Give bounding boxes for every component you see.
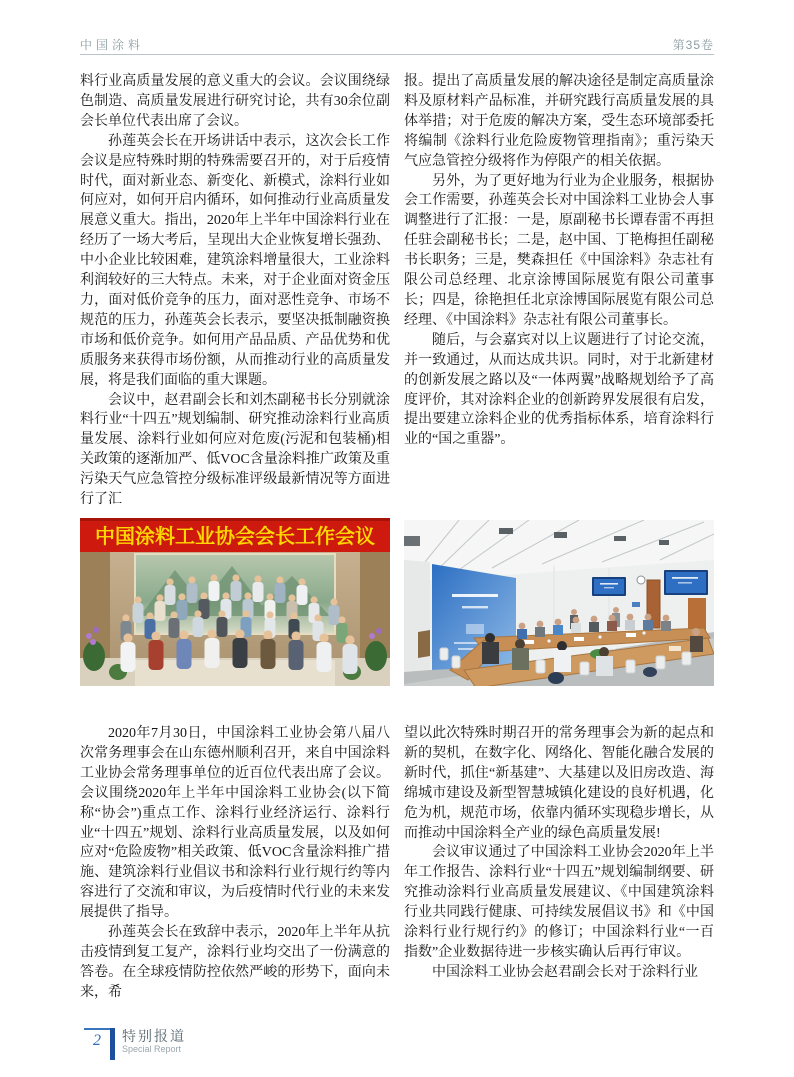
section-title-cn: 特别报道 (122, 1028, 186, 1044)
column-top-right (404, 72, 714, 450)
page-footer (84, 1028, 186, 1060)
paragraph: 料行业高质量发展的意义重大的会议。会议围绕绿色制造、高质量发展进行研究讨论，共有30余位副会长单位代表出席了会议。 (80, 74, 390, 129)
column-bottom-left (80, 724, 390, 1003)
paragraph: 2020年7月30日，中国涂料工业协会第八届八次常务理事会在山东德州顺利召开，来自中国涂料工业协会常务理事单位的近百位代表出席了会议。会议围绕2020年上半年中国涂料工业协会(以下简称“协会”)重点工作、涂料行业经济运行、涂料行业“十四五”规划、涂料行业高质量发展，以及如何应对“危险废物”相关政策、低VOC含量涂料推广措施、建筑涂料行业倡议书和涂料行业行规行约等内容进行了交流和审议，为后疫情时代行业的未来发展提供了指导。 (80, 726, 390, 921)
volume-number: 第35卷 (672, 38, 714, 52)
paragraph: 会议审议通过了中国涂料工业协会2020年上半年工作报告、涂料行业“十四五”规划编制纲要、研究推动涂料行业高质量发展建议、《中国建筑涂料行业共同践行健康、可持续发展倡议书》和《中国涂料行业行规行约》的修订；中国涂料行业“一百指数”企业数据待进一步核实确认后再行审议。 (404, 845, 714, 960)
section-labels (122, 1028, 186, 1055)
photo-banner-title: 中国涂料工业协会会长工作会议 (95, 526, 375, 548)
paragraph: 孙莲英会长在开场讲话中表示，这次会长工作会议是应特殊时期的特殊需要召开的，对于后疫情时代，面对新业态、新变化、新模式，涂料行业如何应对，如何开启内循环，如何推动行业高质量发展意义重大。指出，2020年上半年中国涂料行业在经历了一场大考后，呈现出大企业恢复增长强劲、中小企业比较困难，建筑涂料增量很大，工业涂料利润较好的三大特点。未来，对于企业面对资金压力，面对低价竞争的压力，面对恶性竞争、市场不规范的压力，孙莲英会长表示，要坚决抵制融资换市场和低价竞争。如何用产品品质、产品优势和优质服务来获得市场份额，从而推动行业的高质量发展，将是我们面临的重大课题。 (80, 133, 390, 388)
footer-accent-bar (110, 1028, 115, 1060)
group-photo-illustration (80, 518, 390, 686)
journal-title: 中国涂料 (80, 38, 145, 52)
section-title-en: Special Report (122, 1044, 182, 1054)
page-number: 2 (93, 1032, 101, 1049)
paragraph: 孙莲英会长在致辞中表示，2020年上半年从抗击疫情到复工复产，涂料行业均交出了一份满意的答卷。在全球疫情防控依然严峻的形势下，面向未来，希 (80, 925, 390, 1000)
paragraph: 报。提出了高质量发展的解决途径是制定高质量涂料及原材料产品标准，并研究践行高质量发展的具体举措；对于危废的解决方案，受生态环境部委托将编制《涂料行业危险废物管理指南》；重污染天气应急管控分级将作为停限产的相关依据。 (404, 74, 714, 169)
paragraph: 随后，与会嘉宾对以上议题进行了讨论交流，并一致通过，从而达成共识。同时，对于北新建材的创新发展之路以及“一体两翼”战略规划给予了高度评价，其对涂料企业的创新跨界发展很有启发，提出要建立涂料企业的优秀指标体系，培育涂料行业的“国之重器”。 (404, 332, 714, 448)
group-photo (80, 518, 390, 686)
page-number-box (84, 1028, 110, 1052)
column-bottom-right (404, 724, 714, 983)
paragraph: 另外，为了更好地为行业为企业服务，根据协会工作需要，孙莲英会长对中国涂料工业协会人事调整进行了汇报：一是，原副秘书长谭春雷不再担任驻会副秘书长；二是，赵中国、丁艳梅担任副秘书长职务；三是，樊森担任《中国涂料》杂志社有限公司总经理、北京涂博国际展览有限公司董事长；四是，徐艳担任北京涂博国际展览有限公司总经理、《中国涂料》杂志社有限公司董事长。 (404, 173, 714, 328)
conference-room-illustration (404, 520, 714, 686)
conference-room-photo (404, 520, 714, 686)
paragraph: 中国涂料工业协会赵君副会长对于涂料行业 (432, 964, 698, 980)
column-top-left (80, 72, 390, 510)
header-divider (80, 54, 714, 55)
paragraph: 会议中，赵君副会长和刘杰副秘书长分别就涂料行业“十四五”规划编制、研究推动涂料行业高质量发展、涂料行业如何应对危废(污泥和包装桶)相关政策的逐渐加严、低VOC含量涂料推广政策及重污染天气应急管控分级标准评级最新情况等方面进行了汇 (80, 392, 390, 508)
page-header (80, 36, 714, 53)
paragraph: 望以此次特殊时期召开的常务理事会为新的起点和新的契机，在数字化、网络化、智能化融合发展的新时代，抓住“新基建”、大基建以及旧房改造、海绵城市建设及新型智慧城镇化建设的良好机遇，化危为机，规范市场，依靠内循环实现稳步增长，从而推动中国涂料全产业的绿色高质量发展! (404, 726, 714, 841)
